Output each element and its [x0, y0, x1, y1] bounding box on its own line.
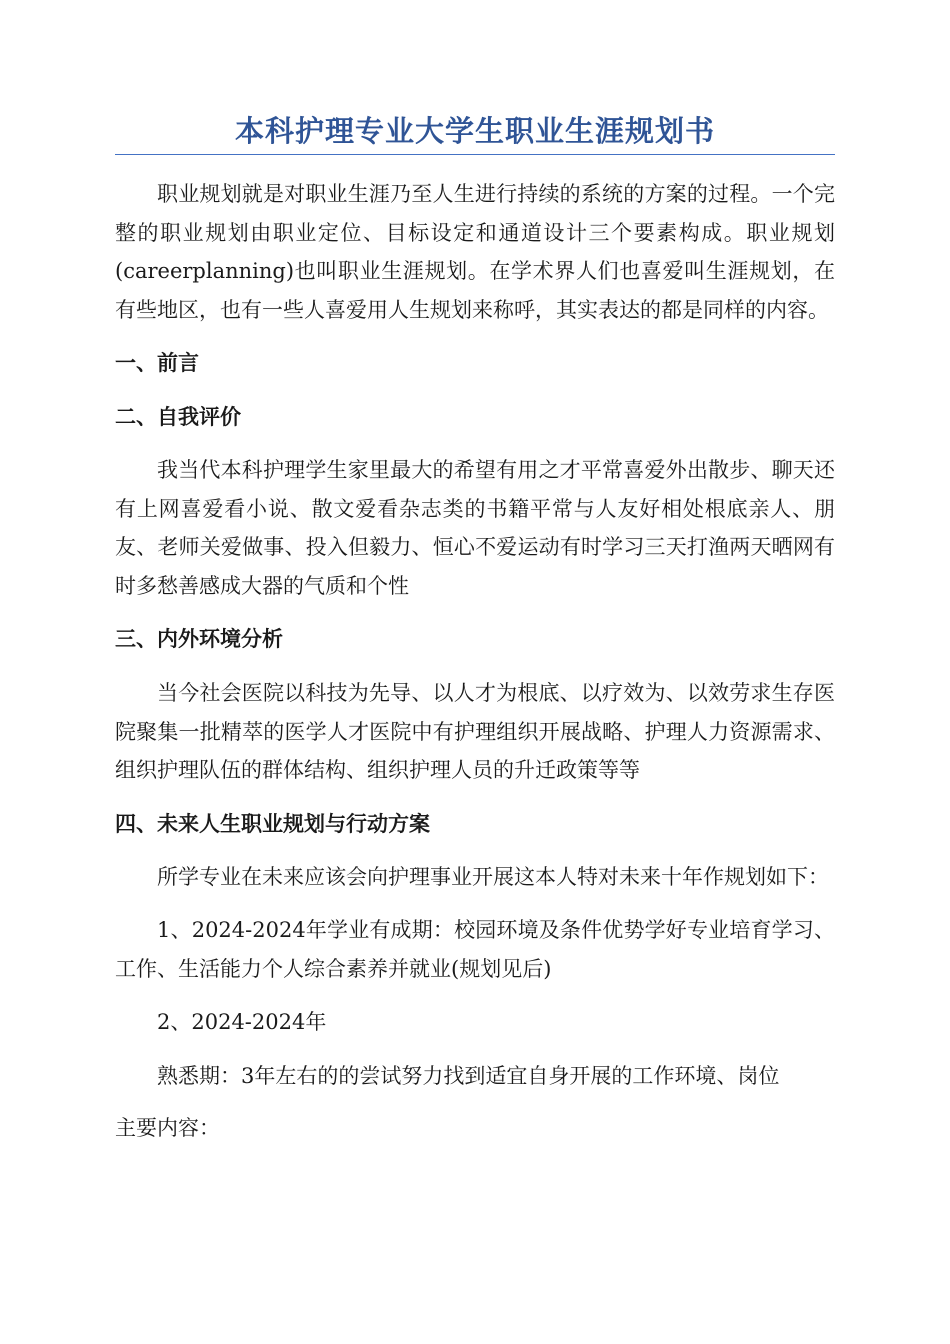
- section-heading-self-evaluation: 二、自我评价: [115, 405, 241, 429]
- career-plan-paragraph: 所学专业在未来应该会向护理事业开展这本人特对未来十年作规划如下：: [157, 864, 829, 889]
- section-heading-preface: 一、前言: [115, 351, 199, 375]
- main-content-label: 主要内容：: [115, 1116, 220, 1140]
- self-evaluation-paragraph: 我当代本科护理学生家里最大的希望有用之才平常喜爱外出散步、聊天还有上网喜爱看小说、散文爱看杂志类的书籍平常与人友好相处根底亲人、朋友、老师关爱做事、投入但毅力、恒心不爱运动有时学习三天打渔两天晒网有时多愁善感成大器的气质和个性: [115, 458, 835, 598]
- plan-item-2: 2、2024-2024年: [157, 1010, 327, 1034]
- environment-paragraph: 当今社会医院以科技为先导、以人才为根底、以疗效为、以效劳求生存医院聚集一批精萃的医学人才医院中有护理组织开展战略、护理人力资源需求、组织护理队伍的群体结构、组织护理人员的升迁政策等等: [115, 681, 835, 782]
- document-page: [115, 108, 835, 1148]
- section-heading-career-plan: 四、未来人生职业规划与行动方案: [115, 811, 430, 836]
- familiar-period-paragraph: 熟悉期：3年左右的的尝试努力找到适宜自身开展的工作环境、岗位: [157, 1063, 780, 1088]
- document-title: 本科护理专业大学生职业生涯规划书: [115, 108, 835, 155]
- section-heading-environment: 三、内外环境分析: [115, 627, 283, 651]
- plan-item-1: 1、2024-2024年学业有成期：校园环境及条件优势学好专业培育学习、工作、生活能力个人综合素养并就业(规划见后): [115, 918, 835, 981]
- intro-paragraph: 职业规划就是对职业生涯乃至人生进行持续的系统的方案的过程。一个完整的职业规划由职业定位、目标设定和通道设计三个要素构成。职业规划(careerplanning)也叫职业生涯规划。在学术界人们也喜爱叫生涯规划，在有些地区，也有一些人喜爱用人生规划来称呼，其实表达的都是同样的内容。: [115, 182, 835, 322]
